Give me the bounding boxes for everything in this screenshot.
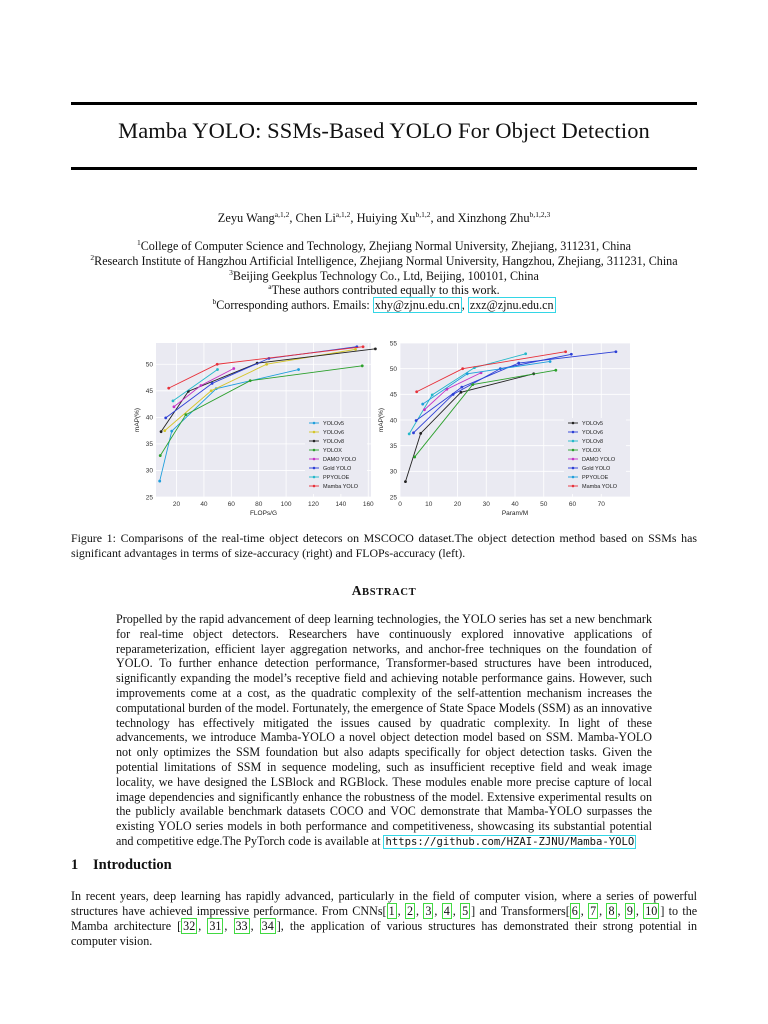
data-point [354,348,357,351]
y-tick-label: 35 [389,442,397,450]
y-tick-label: 30 [389,468,397,476]
legend-label: Gold YOLO [323,466,352,472]
legend-marker [313,449,316,452]
data-point [265,363,268,366]
data-point [163,429,166,432]
data-point [549,360,552,363]
data-point [374,347,377,350]
citation-link[interactable]: 33 [235,919,248,933]
author-name: Chen Li$^{a,1,2}$ [295,210,351,225]
author-name: Zeyu Wang$^{a,1,2}$ [217,210,290,225]
y-tick-label: 35 [145,441,153,449]
x-tick-label: 80 [255,501,263,508]
legend-label: PPYOLOE [582,475,609,481]
data-point [413,456,416,459]
data-point [615,350,618,353]
y-tick-label: 40 [145,414,153,422]
legend-marker [572,422,575,425]
legend-marker [572,485,575,488]
legend-marker [313,431,316,434]
y-tick-label: 45 [389,391,397,399]
y-tick-label: 45 [145,388,153,396]
data-point [412,431,415,434]
y-tick-label: 30 [145,467,153,475]
x-axis-label: Param/M [501,510,529,517]
citation-link[interactable]: 8 [608,904,615,918]
y-axis-label: mAP(%) [134,407,141,433]
corresponding-authors: $^b$Corresponding authors. Emails: xhy@zjnu.edu.cn , zxz@zjnu.edu.cn [212,297,554,313]
x-tick-label: 140 [335,501,347,508]
data-point [210,389,213,392]
y-tick-label: 55 [389,340,397,348]
data-point [408,432,411,435]
x-tick-label: 160 [362,501,374,508]
x-tick-label: 50 [540,501,548,508]
y-tick-label: 50 [145,361,153,369]
data-point [570,353,573,356]
abstract-heading: ABSTRACT [351,583,417,598]
legend-label: YOLOv5 [582,421,604,427]
email-link[interactable]: zxz@zjnu.edu.cn [469,298,554,313]
data-point [415,390,418,393]
data-point [460,391,463,394]
legend-label: YOLOv6 [582,430,604,436]
legend-marker [313,422,316,425]
x-tick-label: 20 [453,501,462,508]
citation-link[interactable]: 6 [571,904,578,918]
legend-label: DAMO YOLO [323,457,357,463]
data-point [423,408,426,411]
x-tick-label: 30 [482,501,490,508]
data-point [362,345,365,348]
data-point [216,363,219,366]
y-tick-label: 25 [145,494,153,502]
data-point [415,419,418,422]
data-point [466,372,469,375]
x-tick-label: 70 [597,501,605,508]
y-axis-label: mAP(%) [378,407,385,433]
legend-marker [572,467,575,470]
citation-link[interactable]: 32 [183,919,196,933]
legend-marker [313,485,316,488]
data-point [297,368,300,371]
legend-label: YOLOv8 [582,439,604,445]
citation-link[interactable]: 9 [626,904,633,918]
citation-link[interactable]: 10 [645,904,658,918]
legend-label: Gold YOLO [582,466,611,472]
data-point [216,368,219,371]
data-point [173,405,176,408]
citation-link[interactable]: 5 [462,904,469,918]
citation-link[interactable]: 4 [443,904,450,918]
data-point [419,432,422,435]
x-axis-label: FLOPs/G [249,510,278,517]
data-point [211,382,214,385]
title-rule-top [71,102,697,105]
code-link[interactable]: https://github.com/HZAI-ZJNU/Mamba-YOLO [385,835,635,848]
abstract-body [116,612,652,850]
data-point [361,364,364,367]
citation-link[interactable]: 31 [209,919,222,933]
legend-marker [572,449,575,452]
data-point [184,413,187,416]
legend-label: Mamba YOLO [582,484,618,490]
data-point [461,367,464,370]
affiliation-line: $^2$Research Institute of Hangzhou Artificial Intelligence, Zhejiang Normal University, Hangzhou, Zhejiang, 311231, China [90,252,678,268]
data-point [172,399,175,402]
data-point [421,403,424,406]
citation-link[interactable]: 7 [590,904,597,918]
legend-label: DAMO YOLO [582,457,616,463]
affiliation-line: $^3$Beijing Geekplus Technology Co., Ltd, Beijing, 100101, China [229,267,539,283]
author-list: Zeyu Wang$^{a,1,2}$, Chen Li$^{a,1,2}$, Huiying Xu$^{b,1,2}$, and Xinzhong Zhu$^{b,1,2,3}$ [217,210,551,225]
data-point [158,480,161,483]
figure-caption: Figure 1: Comparisons of the real-time object detecors on MSCOCO dataset.The object detection method based on SSMs has significant advantages in terms of size-accuracy (right) and FLOPs-accuracy (left). [71,531,697,560]
figure-1 [134,335,630,530]
data-point [232,367,235,370]
data-point [249,379,252,382]
legend-marker [572,440,575,443]
comparison-charts [134,335,630,525]
data-point [200,384,203,387]
legend-marker [572,476,575,479]
legend-marker [313,467,316,470]
x-tick-label: 60 [227,501,235,508]
x-tick-label: 0 [398,501,402,508]
legend-marker [313,476,316,479]
x-tick-label: 10 [425,501,433,508]
data-point [517,362,520,365]
affiliation-line: $^1$College of Computer Science and Technology, Zhejiang Normal University, Zhejiang, 311231, China [136,238,632,253]
legend-label: YOLOv8 [323,439,345,445]
x-tick-label: 20 [172,501,181,508]
legend-label: YOLOX [323,448,342,454]
legend-label: PPYOLOE [323,475,350,481]
y-tick-label: 25 [389,494,397,502]
abstract-text: Propelled by the rapid advancement of deep learning technologies, the YOLO series has set a new benchmark for real-time object detectors. Researchers have continuously explored innovative applications of reparameterization, efficient layer aggregation networks, and anchor-free techniques on the foundation of YOLO. To further enhance detection performance, Transformer-based structures have been introduced, significantly expanding the model’s receptive field and achieving notable performance gains. However, such improvements come at a cost, as the quadratic complexity of the self-attention mechanism increases the computational burden of the model. Fortunately, the emergence of State Space Models (SSM) as an innovative technology has effectively mitigated the issues caused by quadratic complexity. In light of these advancements, we introduce Mamba-YOLO a novel object detection model based on SSM. Mamba-YOLO not only optimizes the SSM foundation but also adapts specifically for object detection tasks. Given the potential limitations of SSM in sequence modeling, such as insufficient receptive field and weak image locality, we have designed the LSBlock and RGBlock. These modules enable more precise capture of local image dependencies and significantly enhance the robustness of the model. Extensive experimental results on the publicly available benchmark datasets COCO and VOC demonstrate that Mamba-YOLO surpasses the existing YOLO series models in both performance and competitiveness, showcasing its substantial potential and competitive edge.The PyTorch code is available at [116,612,652,848]
data-point [167,387,170,390]
legend-label: YOLOv6 [323,430,345,436]
email-link[interactable]: xhy@zjnu.edu.cn [374,298,460,313]
data-point [404,480,407,483]
legend-marker [313,440,316,443]
introduction-paragraph: In recent years, deep learning has rapidly advanced, particularly in the field of computer vision, where a series of powerful structures have achieved impressive performance. From CNNs[ 1 , 2 , 3 , 4 , 5 ] and Transformers[ 6 , 7 , 8 , 9 , 10 ] to the Mamba architecture [ 32 , 31 , 33 , 34 ], the application of various structures has demonstrated their strong potential in computer vision. [71,889,698,948]
paper-title: Mamba YOLO: SSMs-Based YOLO For Object Detection [118,118,650,143]
data-point [159,454,162,457]
data-point [554,369,557,372]
data-point [564,350,567,353]
chart-flops-accuracy [134,343,377,517]
data-point [164,416,167,419]
affiliations [60,239,708,313]
title-rule-bottom [71,167,697,170]
legend-label: YOLOX [582,448,601,454]
legend-label: Mamba YOLO [323,484,359,490]
citation-link[interactable]: 34 [261,919,274,933]
y-tick-label: 50 [389,365,397,373]
legend-label: YOLOv5 [323,421,345,427]
data-point [431,393,434,396]
data-point [160,430,163,433]
section-heading: 1 Introduction [71,857,172,873]
legend-marker [572,431,575,434]
data-point [471,383,474,386]
citation-link[interactable]: 1 [388,904,395,918]
data-point [524,352,527,355]
citation-link[interactable]: 2 [406,904,413,918]
data-point [170,430,173,433]
data-point [460,386,463,389]
x-tick-label: 40 [200,501,208,508]
x-tick-label: 100 [280,501,292,508]
y-tick-label: 40 [389,417,397,425]
chart-params-accuracy [378,340,630,517]
legend-marker [572,458,575,461]
x-tick-label: 40 [511,501,519,508]
author-name: Xinzhong Zhu$^{b,1,2,3}$ [457,210,551,225]
citation-link[interactable]: 3 [425,904,432,918]
x-tick-label: 120 [308,501,319,508]
x-tick-label: 60 [568,501,577,508]
author-name: Huiying Xu$^{b,1,2}$ [356,210,431,225]
legend-marker [313,458,316,461]
affiliation-line: $^a$These authors contributed equally to this work. [268,282,500,298]
